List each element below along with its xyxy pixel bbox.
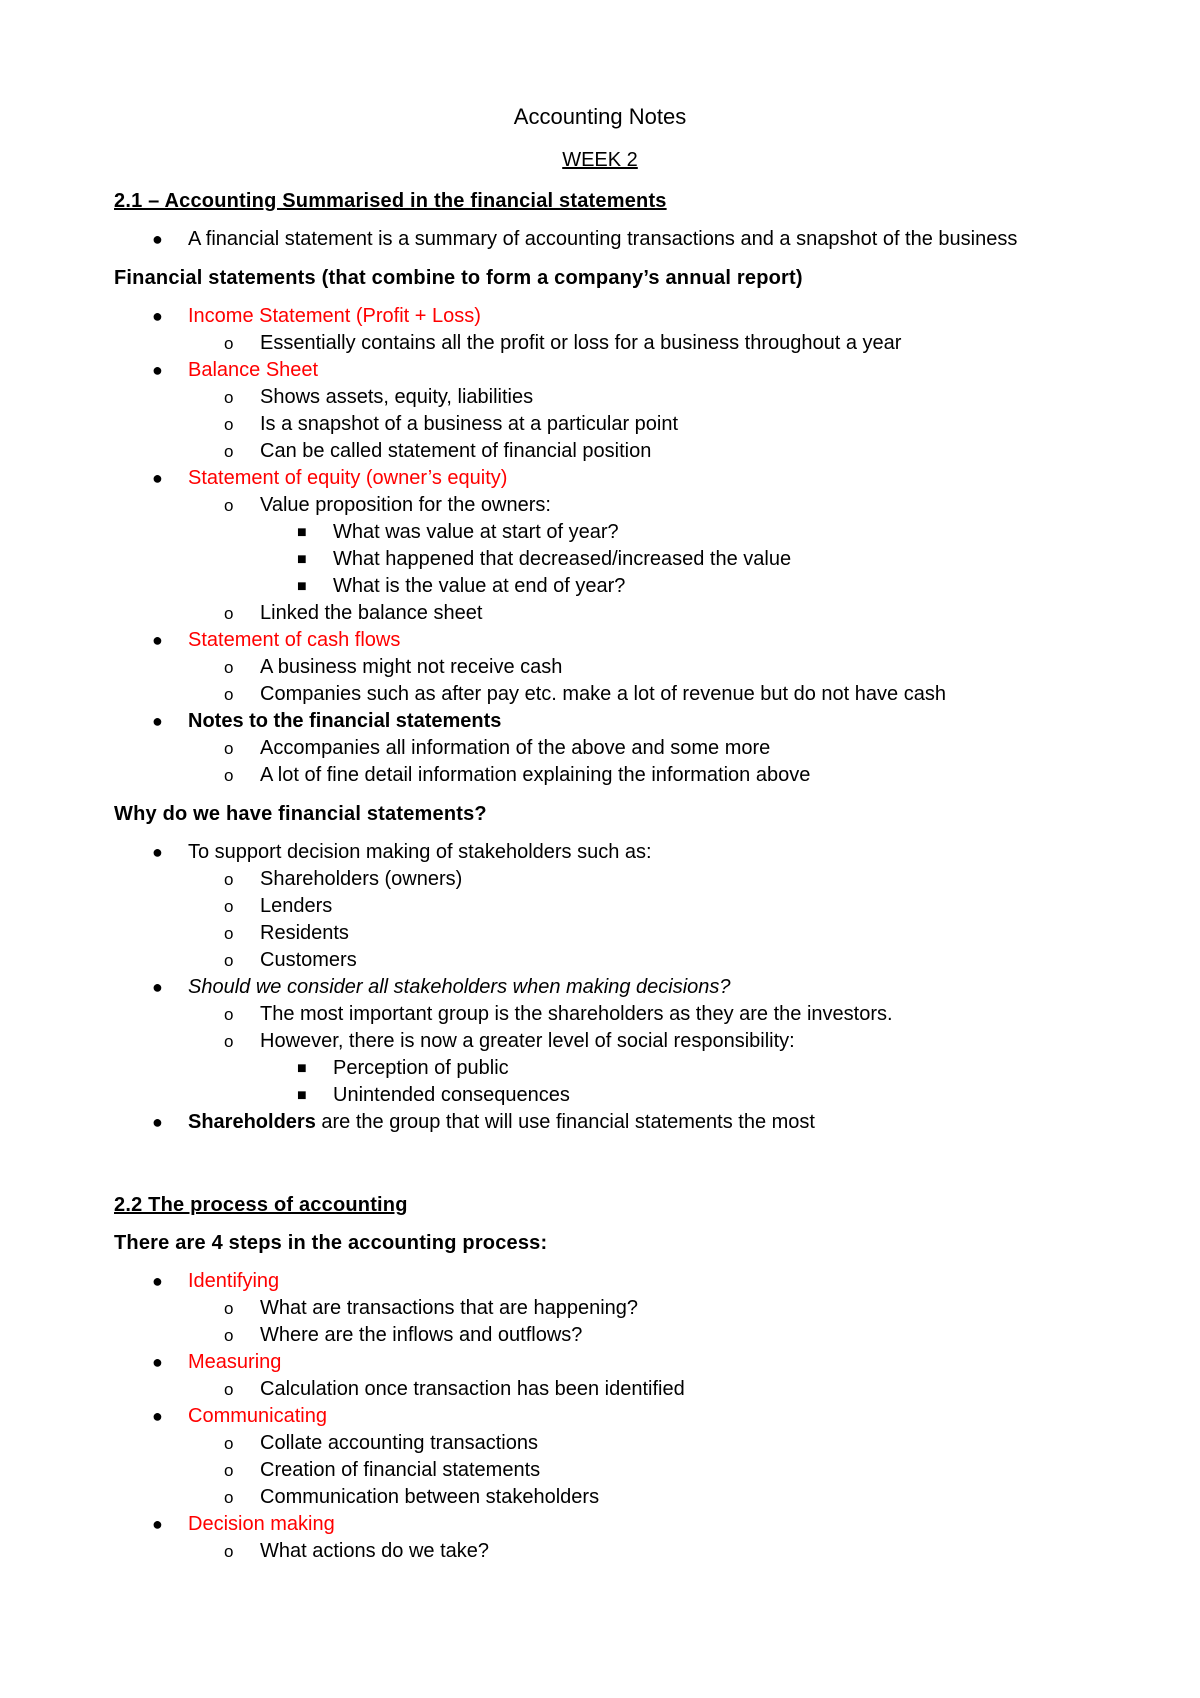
circle-bullet-icon: o [224, 604, 234, 623]
sub-list-item: o Shareholders (owners) [114, 866, 1074, 893]
circle-bullet-icon: o [224, 897, 234, 916]
sub-sub-list-item: ■ Unintended consequences [114, 1082, 1074, 1109]
circle-bullet-icon: o [224, 658, 234, 677]
sub-list-item: o Is a snapshot of a business at a particular point [114, 411, 1074, 438]
bullet-icon: ● [152, 360, 163, 380]
sub-list-item: o Where are the inflows and outflows? [114, 1322, 1074, 1349]
bullet-icon: ● [152, 711, 163, 731]
list-item: ● A financial statement is a summary of accounting transactions and a snapshot of the business [114, 226, 1074, 253]
circle-bullet-icon: o [224, 739, 234, 758]
list-item: ● Should we consider all stakeholders when making decisions? [114, 974, 1074, 1001]
circle-bullet-icon: o [224, 496, 234, 515]
sub-list-item: o Communication between stakeholders [114, 1484, 1074, 1511]
square-bullet-icon: ■ [297, 1060, 307, 1077]
circle-bullet-icon: o [224, 951, 234, 970]
list-item: ● To support decision making of stakeholders such as: [114, 839, 1074, 866]
sub-list-item: o Residents [114, 920, 1074, 947]
bullet-icon: ● [152, 306, 163, 326]
bullet-icon: ● [152, 1112, 163, 1132]
sub-list-item: o Creation of financial statements [114, 1457, 1074, 1484]
bullet-icon: ● [152, 1406, 163, 1426]
steps-subheading: There are 4 steps in the accounting process: [114, 1232, 548, 1254]
square-bullet-icon: ■ [297, 551, 307, 568]
circle-bullet-icon: o [224, 924, 234, 943]
sub-list-item: o Accompanies all information of the above and some more [114, 735, 1074, 762]
sub-sub-list-item: ■ What was value at start of year? [114, 519, 1074, 546]
list-item: ● Identifying [114, 1268, 1074, 1295]
circle-bullet-icon: o [224, 442, 234, 461]
circle-bullet-icon: o [224, 1461, 234, 1480]
sub-list-item: o What actions do we take? [114, 1538, 1074, 1565]
bullet-icon: ● [152, 977, 163, 997]
bullet-icon: ● [152, 842, 163, 862]
circle-bullet-icon: o [224, 1326, 234, 1345]
sub-list-item: o Linked the balance sheet [114, 600, 1074, 627]
square-bullet-icon: ■ [297, 524, 307, 541]
bullet-icon: ● [152, 229, 163, 249]
list-item: ● Decision making [114, 1511, 1074, 1538]
bullet-icon: ● [152, 1271, 163, 1291]
circle-bullet-icon: o [224, 766, 234, 785]
circle-bullet-icon: o [224, 1488, 234, 1507]
sub-list-item: o Calculation once transaction has been identified [114, 1376, 1074, 1403]
section-2-1-heading: 2.1 – Accounting Summarised in the financial statements [114, 190, 667, 212]
document-body [114, 188, 1074, 1565]
circle-bullet-icon: o [224, 1542, 234, 1561]
bullet-icon: ● [152, 1352, 163, 1372]
list-item: ● Income Statement (Profit + Loss) [114, 303, 1074, 330]
list-item: ● Statement of equity (owner’s equity) [114, 465, 1074, 492]
bullet-icon: ● [152, 630, 163, 650]
sub-sub-list-item: ■ Perception of public [114, 1055, 1074, 1082]
square-bullet-icon: ■ [297, 578, 307, 595]
circle-bullet-icon: o [224, 334, 234, 353]
list-item: ● Statement of cash flows [114, 627, 1074, 654]
list-item: ● Notes to the financial statements [114, 708, 1074, 735]
sub-list-item: o However, there is now a greater level of social responsibility: [114, 1028, 1074, 1055]
circle-bullet-icon: o [224, 1005, 234, 1024]
week-label: WEEK 2 [562, 149, 638, 171]
circle-bullet-icon: o [224, 870, 234, 889]
list-item: ● Measuring [114, 1349, 1074, 1376]
sub-list-item: o Shows assets, equity, liabilities [114, 384, 1074, 411]
sub-list-item: o A lot of fine detail information explaining the information above [114, 762, 1074, 789]
sub-list-item: o Companies such as after pay etc. make a lot of revenue but do not have cash [114, 681, 1074, 708]
circle-bullet-icon: o [224, 388, 234, 407]
sub-sub-list-item: ■ What happened that decreased/increased the value [114, 546, 1074, 573]
sub-sub-list-item: ■ What is the value at end of year? [114, 573, 1074, 600]
square-bullet-icon: ■ [297, 1087, 307, 1104]
why-heading: Why do we have financial statements? [114, 803, 487, 825]
list-item: ● Balance Sheet [114, 357, 1074, 384]
sub-list-item: o Collate accounting transactions [114, 1430, 1074, 1457]
circle-bullet-icon: o [224, 1434, 234, 1453]
circle-bullet-icon: o [224, 1299, 234, 1318]
sub-list-item: o Essentially contains all the profit or loss for a business throughout a year [114, 330, 1074, 357]
list-item: ● Communicating [114, 1403, 1074, 1430]
sub-list-item: o The most important group is the shareholders as they are the investors. [114, 1001, 1074, 1028]
sub-list-item: o Lenders [114, 893, 1074, 920]
section-2-2-heading: 2.2 The process of accounting [114, 1194, 408, 1216]
sub-list-item: o Can be called statement of financial position [114, 438, 1074, 465]
bullet-icon: ● [152, 1514, 163, 1534]
financial-statements-subheading: Financial statements (that combine to form a company’s annual report) [114, 267, 803, 289]
sub-list-item: o A business might not receive cash [114, 654, 1074, 681]
circle-bullet-icon: o [224, 1380, 234, 1399]
document-title: Accounting Notes [513, 104, 687, 129]
circle-bullet-icon: o [224, 1032, 234, 1051]
bullet-icon: ● [152, 468, 163, 488]
list-item: ● Shareholders are the group that will use financial statements the most [114, 1109, 1074, 1136]
sub-list-item: o What are transactions that are happening? [114, 1295, 1074, 1322]
circle-bullet-icon: o [224, 685, 234, 704]
sub-list-item: o Customers [114, 947, 1074, 974]
circle-bullet-icon: o [224, 415, 234, 434]
sub-list-item: o Value proposition for the owners: [114, 492, 1074, 519]
